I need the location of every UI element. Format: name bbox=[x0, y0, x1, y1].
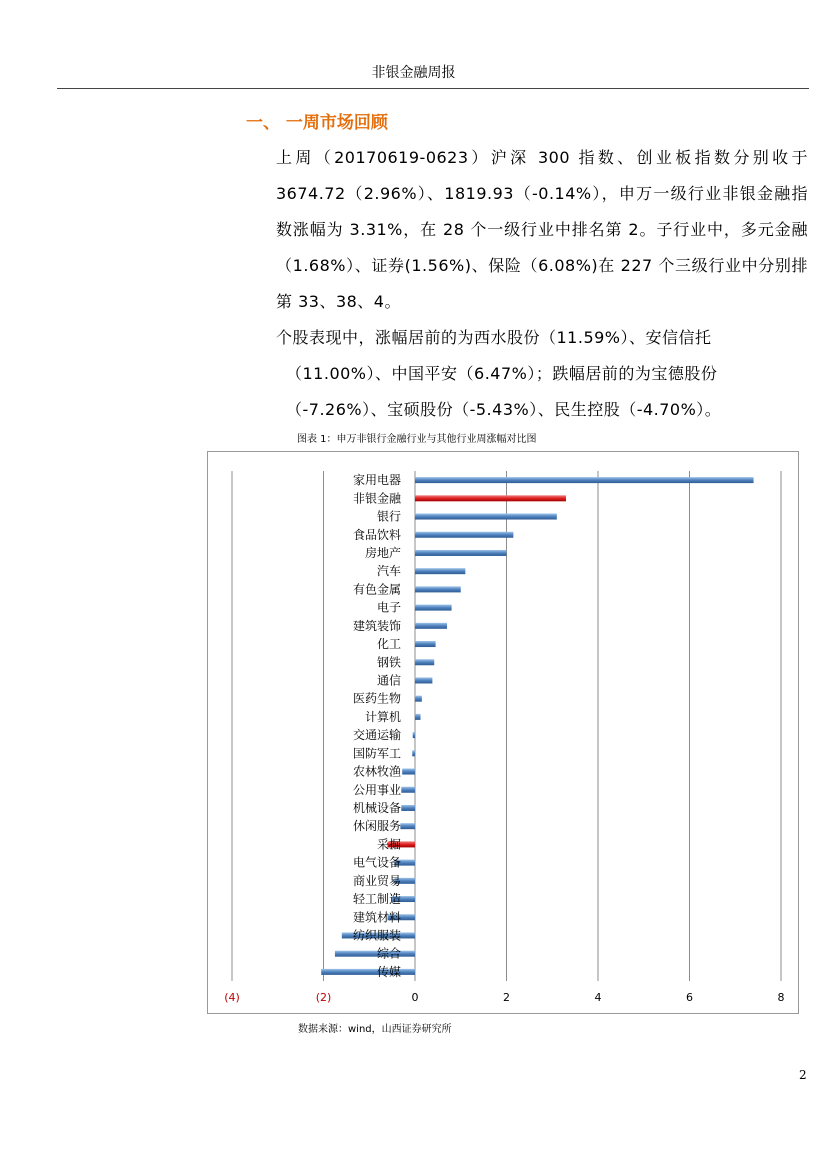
bar-房地产 bbox=[415, 550, 507, 556]
bar-国防军工 bbox=[412, 750, 415, 756]
category-label: 食品饮料 bbox=[352, 527, 401, 542]
category-label: 纺织服装 bbox=[352, 928, 401, 943]
header-divider bbox=[57, 88, 809, 89]
bar-钢铁 bbox=[415, 659, 434, 665]
category-label: 计算机 bbox=[364, 709, 401, 724]
x-tick-label: 0 bbox=[411, 991, 419, 1004]
category-label: 交通运输 bbox=[352, 728, 401, 743]
bar-汽车 bbox=[415, 568, 465, 574]
bar-农林牧渔 bbox=[402, 769, 415, 775]
bar-通信 bbox=[415, 677, 432, 683]
bar-银行 bbox=[415, 514, 557, 520]
paragraph-line: （11.00%）、中国平安（6.47%）；跌幅居前的为宝德股份 bbox=[286, 364, 718, 383]
bar-建筑装饰 bbox=[415, 623, 447, 629]
bar-计算机 bbox=[415, 714, 420, 720]
bar-家用电器 bbox=[415, 477, 754, 483]
bar-chart bbox=[208, 452, 798, 1013]
category-label: 公用事业 bbox=[352, 782, 401, 797]
bar-综合 bbox=[335, 951, 415, 957]
category-label: 家用电器 bbox=[352, 473, 401, 488]
category-label: 轻工制造 bbox=[352, 892, 401, 907]
category-label: 机械设备 bbox=[352, 800, 401, 815]
bar-食品饮料 bbox=[415, 532, 513, 538]
paragraph-line: （-7.26%）、宝硕股份（-5.43%）、民生控股（-4.70%）。 bbox=[286, 400, 722, 419]
category-label: 汽车 bbox=[376, 564, 401, 579]
paragraph-line: 个股表现中，涨幅居前的为西水股份（11.59%）、安信信托 bbox=[276, 328, 712, 347]
x-tick-label: 8 bbox=[777, 991, 785, 1004]
bar-有色金属 bbox=[415, 586, 461, 592]
category-label: 农林牧渔 bbox=[352, 764, 401, 779]
chart-frame bbox=[207, 451, 799, 1014]
bar-交通运输 bbox=[413, 732, 415, 738]
bar-机械设备 bbox=[401, 805, 415, 811]
running-header: 非银金融周报 bbox=[371, 65, 456, 81]
category-label: 化工 bbox=[376, 637, 401, 652]
x-tick-label: 6 bbox=[686, 991, 693, 1004]
section-title: 一、 一周市场回顾 bbox=[246, 113, 388, 133]
category-label: 采掘 bbox=[376, 837, 401, 852]
category-label: 休闲服务 bbox=[352, 819, 401, 834]
page-number: 2 bbox=[799, 1068, 807, 1082]
bar-非银金融 bbox=[415, 495, 566, 501]
bar-医药生物 bbox=[415, 696, 422, 702]
bar-休闲服务 bbox=[400, 823, 415, 829]
category-label: 电气设备 bbox=[352, 855, 401, 870]
category-label: 建筑装饰 bbox=[352, 618, 401, 633]
category-label: 非银金融 bbox=[352, 491, 401, 506]
x-tick-label: (4) bbox=[224, 991, 240, 1004]
x-tick-label: 4 bbox=[594, 991, 602, 1004]
paragraph-text: 上周（20170619-0623）沪深 300 指数、创业板指数分别收于 3674.72（2.96%）、1819.93（-0.14%），申万一级行业非银金融指数涨幅为 3.31%，在 28 个一级行业中排名第 2。子行业中，多元金融（1.68%）、证券(1.56%)、保险（6.08%)在 227 个三级行业中分别排第 33、38、4。 bbox=[276, 148, 808, 311]
category-label: 钢铁 bbox=[376, 655, 401, 670]
paragraph-market-review bbox=[276, 140, 808, 320]
category-label: 国防军工 bbox=[352, 746, 401, 761]
category-label: 商业贸易 bbox=[352, 873, 401, 888]
category-label: 电子 bbox=[376, 600, 401, 615]
figure-caption: 图表 1：申万非银行金融行业与其他行业周涨幅对比图 bbox=[297, 434, 537, 445]
category-label: 银行 bbox=[376, 509, 401, 524]
category-label: 医药生物 bbox=[352, 691, 401, 706]
category-label: 有色金属 bbox=[352, 582, 401, 597]
x-tick-label: (2) bbox=[315, 991, 332, 1004]
bar-公用事业 bbox=[401, 787, 415, 793]
paragraph-stock-performance bbox=[276, 320, 808, 428]
bar-电子 bbox=[415, 605, 452, 611]
x-tick-label: 2 bbox=[503, 991, 510, 1004]
bar-化工 bbox=[415, 641, 436, 647]
figure-source: 数据来源：wind，山西证券研究所 bbox=[298, 1024, 452, 1035]
category-label: 综合 bbox=[376, 946, 401, 961]
category-label: 传媒 bbox=[376, 964, 401, 979]
category-label: 通信 bbox=[376, 673, 401, 688]
category-label: 建筑材料 bbox=[352, 910, 401, 925]
category-label: 房地产 bbox=[364, 545, 401, 560]
